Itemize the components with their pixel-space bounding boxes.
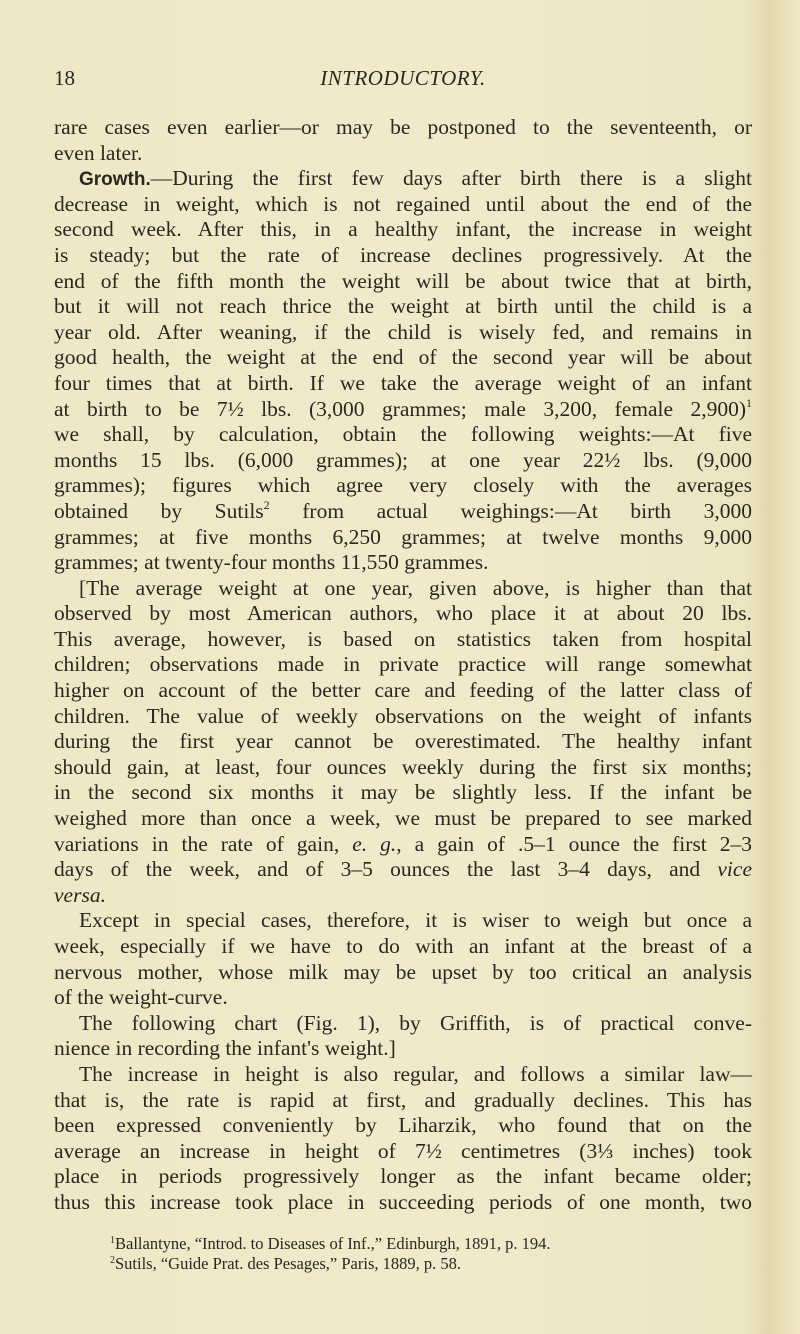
text-line [54, 550, 752, 576]
text-line [54, 320, 752, 346]
text-run: nervous mother, whose milk may be upset by too critical an analysis [54, 959, 752, 984]
text-line [54, 397, 752, 423]
text-line [54, 1088, 752, 1114]
text-run: average an increase in height of 7½ centimetres (3⅓ inches) took [54, 1138, 752, 1163]
italic-text: versa. [54, 882, 106, 907]
text-line [54, 1036, 752, 1062]
text-run: four times that at birth. If we take the average weight of an infant [54, 370, 752, 395]
text-run: grammes; at twenty-four months 11,550 grammes. [54, 550, 489, 575]
text-run: [The average weight at one year, given above, is higher than that [79, 575, 752, 600]
text-line [54, 525, 752, 551]
text-run: days of the week, and of 3–5 ounces the last 3–4 days, and [54, 857, 718, 882]
text-line [54, 371, 752, 397]
page-number: 18 [54, 66, 75, 90]
text-run: decrease in weight, which is not regained until about the end of the [54, 191, 752, 216]
text-run: observed by most American authors, who place it at about 20 lbs. [54, 601, 752, 626]
text-line [54, 294, 752, 320]
text-run: been expressed conveniently by Liharzik, who found that on the [54, 1113, 752, 1138]
text-run: children; observations made in private practice will range somewhat [54, 652, 752, 677]
text-run: —During the first few days after birth there is a slight [150, 166, 752, 191]
text-run: grammes); figures which agree very closely with the averages [54, 473, 752, 498]
text-line [54, 832, 752, 858]
footnote-marker: 1 [746, 395, 752, 410]
text-run: from actual weighings:—At birth 3,000 [269, 498, 752, 523]
text-line [54, 729, 752, 755]
text-line [54, 780, 752, 806]
text-run: thus this increase took place in succeeding periods of one month, two [54, 1189, 752, 1214]
text-run: nience in recording the infant's weight.] [54, 1036, 396, 1061]
text-line [54, 217, 752, 243]
text-run: should gain, at least, four ounces weekly during the first six months; [54, 754, 752, 779]
text-run: week, especially if we have to do with an infant at the breast of a [54, 934, 752, 958]
text-run: in the second six months it may be slightly less. If the infant be [54, 780, 752, 805]
text-run: but it will not reach thrice the weight at birth until the child is a [54, 294, 752, 319]
page-header [54, 66, 752, 94]
text-line [54, 960, 752, 986]
text-run: Sutils, “Guide Prat. des Pesages,” Paris, 1889, p. 58. [115, 1254, 462, 1273]
body-text [54, 115, 752, 1216]
text-line [54, 857, 752, 883]
text-run: of the weight-curve. [54, 985, 228, 1010]
text-line [54, 908, 752, 934]
run-in-heading: Growth. [79, 169, 151, 191]
text-line [54, 883, 752, 909]
text-line [54, 473, 752, 499]
text-run: Ballantyne, “Introd. to Diseases of Inf.,” Edinburgh, 1891, p. 194. [115, 1234, 551, 1253]
text-run: Except in special cases, therefore, it is wiser to weigh but once a [79, 908, 752, 933]
text-run: children. The value of weekly observations on the weight of infants [54, 703, 752, 728]
text-run: second week. After this, in a healthy infant, the increase in weight [54, 217, 752, 242]
text-run: higher on account of the better care and feeding of the latter class of [54, 678, 752, 703]
text-run: during the first year cannot be overestimated. The healthy infant [54, 729, 752, 754]
text-run: obtained by Sutils [54, 498, 264, 523]
text-line [54, 141, 752, 167]
text-line [54, 806, 752, 832]
text-run: grammes; at five months 6,250 grammes; at twelve months 9,000 [54, 524, 752, 549]
text-run: weighed more than once a week, we must be prepared to see marked [54, 806, 752, 831]
text-line [54, 166, 752, 192]
text-line [54, 934, 752, 960]
text-line [54, 1113, 752, 1139]
footnotes [110, 1234, 710, 1274]
text-run: good health, the weight at the end of the second year will be about [54, 345, 752, 370]
text-line [54, 115, 752, 141]
text-line [54, 345, 752, 371]
text-run: variations in the rate of gain, [54, 831, 353, 856]
text-line [54, 1011, 752, 1037]
text-line [54, 601, 752, 627]
text-run: even later. [54, 140, 143, 165]
text-line [54, 678, 752, 704]
text-line [54, 576, 752, 602]
text-run: This average, however, is based on statistics taken from hospital [54, 626, 752, 651]
italic-text: e. g. [352, 831, 397, 856]
text-line [54, 269, 752, 295]
text-run: place in periods progressively longer as the infant became older; [54, 1164, 752, 1189]
text-line [54, 1164, 752, 1190]
italic-text: vice [717, 857, 752, 882]
text-run: , a gain of .5–1 ounce the first 2–3 [396, 831, 753, 856]
text-line [54, 499, 752, 525]
text-run: is steady; but the rate of increase declines progressively. At the [54, 242, 752, 267]
text-run: rare cases even earlier—or may be postponed to the seventeenth, or [54, 115, 752, 139]
footnote-marker: 2 [110, 1255, 115, 1266]
text-line [54, 192, 752, 218]
text-run: The increase in height is also regular, and follows a similar law— [79, 1061, 752, 1086]
text-line [54, 1139, 752, 1165]
footnote-marker: 2 [263, 497, 270, 512]
text-run: at birth to be 7½ lbs. (3,000 grammes; male 3,200, female 2,900) [54, 396, 746, 421]
text-line [54, 985, 752, 1011]
footnote [110, 1234, 710, 1254]
text-line [54, 448, 752, 474]
text-line [54, 652, 752, 678]
text-line [54, 243, 752, 269]
text-line [54, 1190, 752, 1216]
text-line [54, 627, 752, 653]
text-run: we shall, by calculation, obtain the following weights:—At five [54, 422, 752, 447]
text-run: year old. After weaning, if the child is wisely fed, and remains in [54, 319, 752, 344]
footnote-marker: 1 [110, 1235, 115, 1246]
text-line [54, 1062, 752, 1088]
text-line [54, 755, 752, 781]
text-run: The following chart (Fig. 1), by Griffith, is of practical conve- [79, 1010, 752, 1035]
text-line [54, 422, 752, 448]
footnote [110, 1254, 710, 1274]
text-run: months 15 lbs. (6,000 grammes); at one year 22½ lbs. (9,000 [54, 447, 752, 472]
text-run: end of the fifth month the weight will be about twice that at birth, [54, 268, 752, 293]
text-line [54, 704, 752, 730]
running-title: INTRODUCTORY. [320, 66, 486, 90]
text-run: that is, the rate is rapid at first, and gradually declines. This has [54, 1087, 752, 1112]
